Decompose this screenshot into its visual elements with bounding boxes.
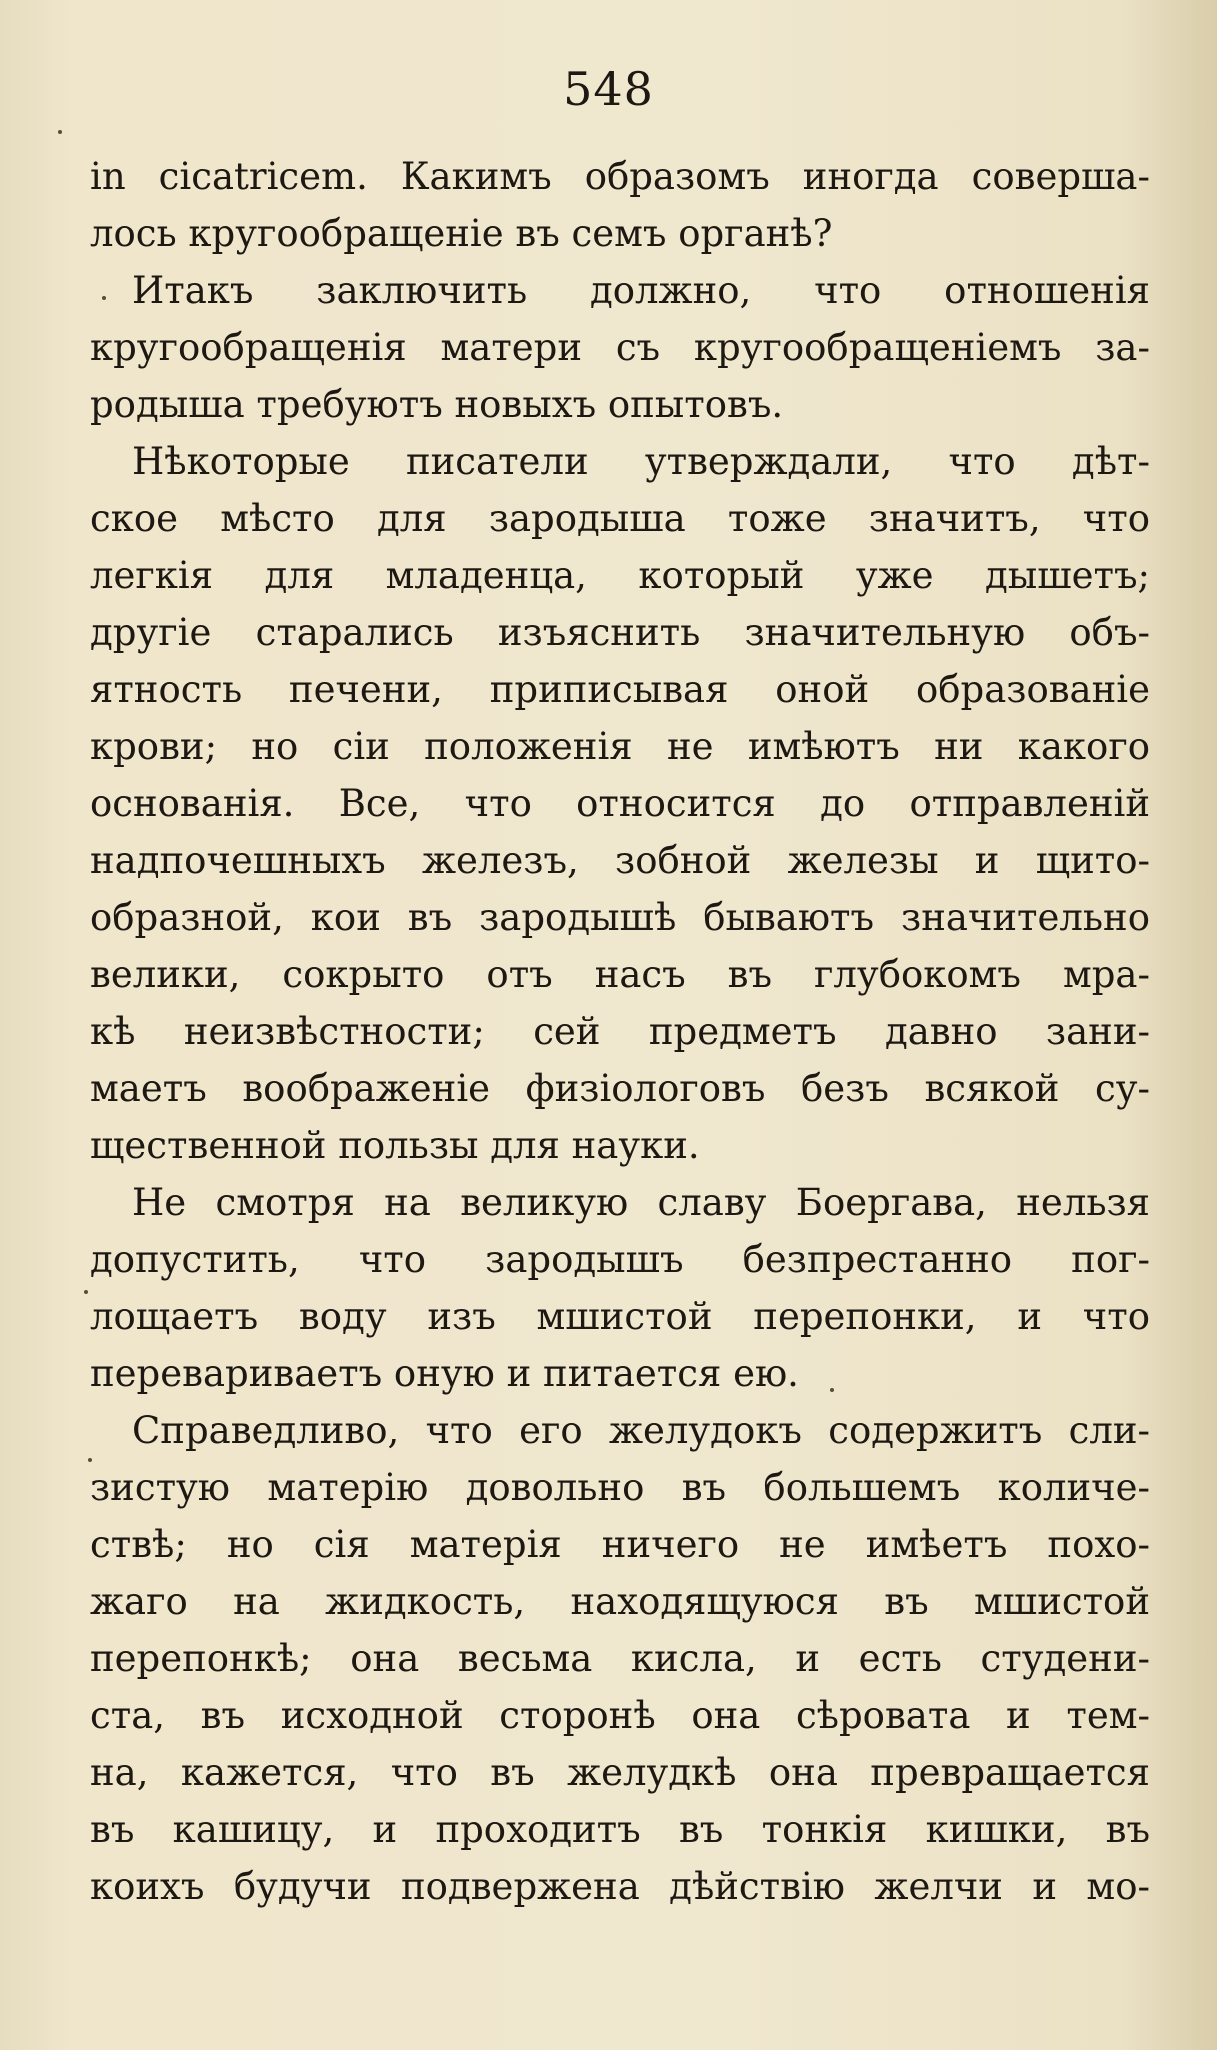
text-line: кругообращенія матери съ кругообращеніемъ за- xyxy=(90,326,1150,369)
text-line: родыша требуютъ новыхъ опытовъ. xyxy=(90,383,784,426)
text-line: коихъ будучи подвержена дѣйствію желчи и мо- xyxy=(90,1865,1150,1908)
text-line: ствѣ; но сія матерія ничего не имѣетъ похо- xyxy=(90,1523,1150,1566)
text-line: лощаетъ воду изъ мшистой перепонки, и что xyxy=(90,1295,1150,1338)
text-line: крови; но сіи положенія не имѣютъ ни какого xyxy=(90,725,1150,768)
text-line: перепонкѣ; она весьма кисла, и есть студени- xyxy=(90,1637,1150,1680)
text-line: основанія. Все, что относится до отправленій xyxy=(90,782,1150,825)
text-line: велики, сокрыто отъ насъ въ глубокомъ мра- xyxy=(90,953,1150,996)
text-line: маетъ воображеніе физіологовъ безъ всякой су- xyxy=(90,1067,1150,1110)
body-text xyxy=(90,148,1150,1915)
text-line: ста, въ исходной сторонѣ она сѣровата и тем- xyxy=(90,1694,1150,1737)
ink-speck xyxy=(88,1458,92,1462)
text-line: щественной пользы для науки. xyxy=(90,1124,700,1167)
text-line: образной, кои въ зародышѣ бываютъ значительно xyxy=(90,896,1150,939)
text-line: на, кажется, что въ желудкѣ она превращается xyxy=(90,1751,1150,1794)
text-line: допустить, что зародышъ безпрестанно пог- xyxy=(90,1238,1150,1281)
text-line: надпочешныхъ железъ, зобной железы и щито- xyxy=(90,839,1150,882)
text-line: кѣ неизвѣстности; сей предметъ давно зани- xyxy=(90,1010,1150,1053)
text-line: перевариваетъ оную и питается ею. xyxy=(90,1352,799,1395)
ink-speck xyxy=(830,1388,834,1392)
ink-speck xyxy=(102,296,106,300)
ink-speck xyxy=(58,130,62,134)
text-line: in cicatricem. Какимъ образомъ иногда соверша- xyxy=(90,155,1150,198)
text-line: лось кругообращеніе въ семъ органѣ? xyxy=(90,212,833,255)
page-number: 548 xyxy=(563,62,654,116)
text-line: Справедливо, что его желудокъ содержитъ сли- xyxy=(132,1409,1150,1452)
text-line: Не смотря на великую славу Боергава, нельзя xyxy=(132,1181,1150,1224)
text-line: ятность печени, приписывая оной образованіе xyxy=(90,668,1150,711)
text-line: въ кашицу, и проходитъ въ тонкія кишки, въ xyxy=(90,1808,1150,1851)
text-line: ское мѣсто для зародыша тоже значитъ, что xyxy=(90,497,1150,540)
text-line: другіе старались изъяснить значительную объ- xyxy=(90,611,1150,654)
text-line: легкія для младенца, который уже дышетъ; xyxy=(90,554,1150,597)
text-line: Итакъ заключить должно, что отношенія xyxy=(132,269,1150,312)
text-line: зистую матерію довольно въ большемъ количе- xyxy=(90,1466,1150,1509)
text-line: жаго на жидкость, находящуюся въ мшистой xyxy=(90,1580,1150,1623)
ink-speck xyxy=(84,1290,88,1294)
text-line: Нѣкоторые писатели утверждали, что дѣт- xyxy=(132,440,1150,483)
